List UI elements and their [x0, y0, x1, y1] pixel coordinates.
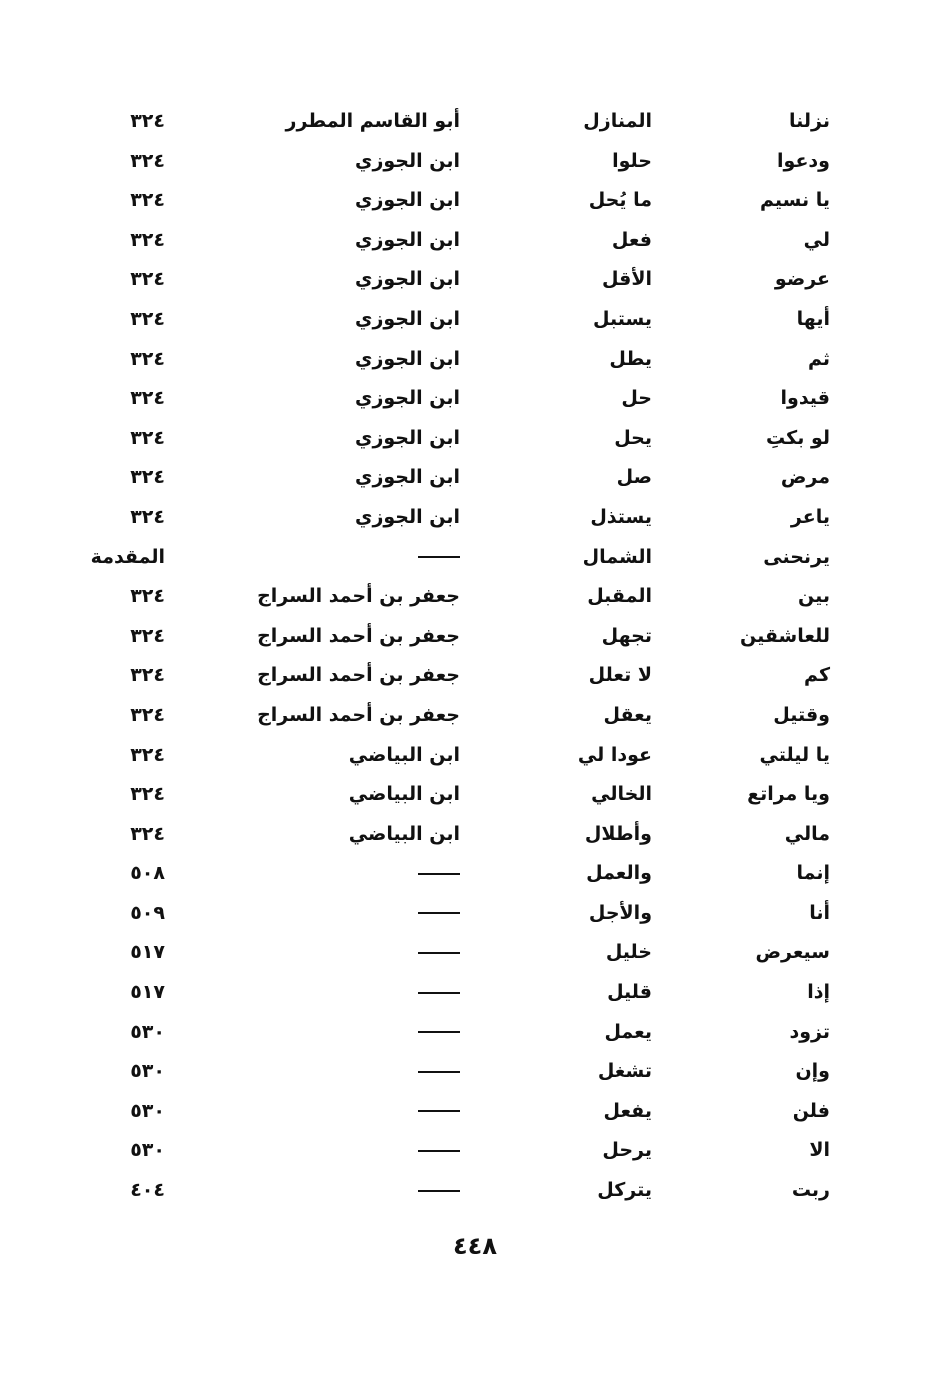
verse-first-word: قيدوا [780, 387, 830, 410]
verse-rhyme-word: صل [616, 466, 652, 489]
table-row [0, 894, 950, 934]
verse-index-table [0, 102, 950, 1211]
page-reference: ٣٢٤ [130, 585, 165, 608]
table-row [0, 260, 950, 300]
poet-name: ابن الجوزي [355, 466, 460, 489]
poet-name: ابن البياضي [348, 743, 460, 766]
table-row [0, 181, 950, 221]
page-reference: ٤٠٤ [130, 1179, 165, 1202]
poet-name: ابن الجوزي [355, 149, 460, 172]
verse-rhyme-word: يرحل [602, 1139, 652, 1162]
table-row [0, 340, 950, 380]
verse-rhyme-word: يعمل [604, 1020, 652, 1043]
empty-poet-dash [418, 1150, 460, 1152]
page-reference: المقدمة [90, 545, 165, 568]
empty-poet-dash [418, 952, 460, 954]
empty-poet-dash [418, 1110, 460, 1112]
page-reference: ٣٢٤ [130, 426, 165, 449]
poet-name: ابن الجوزي [355, 189, 460, 212]
table-row [0, 102, 950, 142]
verse-first-word: يا نسيم [759, 189, 830, 212]
page-reference: ٣٢٤ [130, 624, 165, 647]
page-reference: ٣٢٤ [130, 664, 165, 687]
table-row [0, 498, 950, 538]
empty-poet-dash [418, 992, 460, 994]
verse-first-word: ثم [807, 347, 830, 370]
poet-name: جعفر بن أحمد السراج [257, 703, 460, 726]
page-reference: ٥٣٠ [130, 1099, 165, 1122]
poet-name [418, 854, 460, 894]
page-reference: ٥٣٠ [130, 1139, 165, 1162]
empty-poet-dash [418, 556, 460, 558]
page-number: ٤٤٨ [453, 1232, 497, 1260]
verse-first-word: ودعوا [777, 149, 830, 172]
empty-poet-dash [418, 1071, 460, 1073]
verse-first-word: مرض [780, 466, 830, 489]
verse-first-word: إنما [796, 862, 830, 885]
poet-name: أبو القاسم المطرر [285, 110, 460, 132]
page-reference: ٣٢٤ [130, 466, 165, 489]
verse-rhyme-word: يفعل [603, 1099, 652, 1122]
poet-name [418, 538, 460, 578]
poet-name: ابن البياضي [348, 822, 460, 845]
poet-name: جعفر بن أحمد السراج [257, 585, 460, 608]
verse-first-word: تزود [789, 1020, 830, 1043]
page-reference: ٣٢٤ [130, 387, 165, 410]
verse-first-word: فلن [792, 1099, 830, 1122]
table-row [0, 775, 950, 815]
verse-first-word: ويا مراتع [747, 783, 830, 806]
page-reference: ٥١٧ [130, 981, 165, 1004]
poet-name: جعفر بن أحمد السراج [257, 624, 460, 647]
poet-name [418, 973, 460, 1013]
poet-name [418, 933, 460, 973]
verse-first-word: يا ليلتي [759, 743, 830, 766]
table-row [0, 854, 950, 894]
page-reference: ٥٣٠ [130, 1020, 165, 1043]
empty-poet-dash [418, 912, 460, 914]
verse-rhyme-word: يحل [614, 426, 652, 449]
empty-poet-dash [418, 873, 460, 875]
verse-rhyme-word: وأطلال [584, 822, 652, 845]
poet-name [418, 894, 460, 934]
poet-name: ابن البياضي [348, 783, 460, 806]
verse-rhyme-word: الأقل [601, 268, 652, 291]
verse-rhyme-word: والأجل [588, 901, 652, 924]
page-reference: ٣٢٤ [130, 110, 165, 132]
poet-name: ابن الجوزي [355, 426, 460, 449]
verse-rhyme-word: الشمال [582, 545, 652, 568]
verse-first-word: ياعر [790, 505, 830, 528]
poet-name: جعفر بن أحمد السراج [257, 664, 460, 687]
verse-rhyme-word: ما يُحل [588, 189, 652, 212]
poet-name [418, 1171, 460, 1211]
table-row [0, 577, 950, 617]
page-reference: ٣٢٤ [130, 228, 165, 251]
table-row [0, 1171, 950, 1211]
verse-rhyme-word: المنازل [583, 110, 652, 132]
verse-rhyme-word: يستذل [590, 505, 652, 528]
table-row [0, 736, 950, 776]
table-row [0, 458, 950, 498]
verse-first-word: بين [798, 585, 830, 608]
table-row [0, 696, 950, 736]
poet-name: ابن الجوزي [355, 387, 460, 410]
verse-first-word: وإن [795, 1060, 830, 1083]
table-row [0, 221, 950, 261]
verse-first-word: إذا [807, 981, 830, 1004]
verse-first-word: مالي [784, 822, 830, 845]
table-row [0, 1092, 950, 1132]
verse-first-word: وقتيل [773, 703, 830, 726]
verse-first-word: لي [803, 228, 830, 251]
page-reference: ٣٢٤ [130, 703, 165, 726]
verse-rhyme-word: يستبل [593, 307, 652, 330]
verse-first-word: نزلنا [789, 110, 830, 132]
empty-poet-dash [418, 1031, 460, 1033]
table-row [0, 656, 950, 696]
page-reference: ٣٢٤ [130, 347, 165, 370]
table-row [0, 933, 950, 973]
page-reference: ٣٢٤ [130, 505, 165, 528]
table-row [0, 1052, 950, 1092]
verse-first-word: لو بكتِ [766, 426, 830, 449]
poet-name [418, 1013, 460, 1053]
poet-name: ابن الجوزي [355, 347, 460, 370]
verse-rhyme-word: عودا لي [577, 743, 652, 766]
verse-rhyme-word: يتركل [597, 1179, 652, 1202]
table-row [0, 142, 950, 182]
poet-name [418, 1052, 460, 1092]
page-reference: ٥٣٠ [130, 1060, 165, 1083]
verse-first-word: ربت [791, 1179, 830, 1202]
page-reference: ٣٢٤ [130, 268, 165, 291]
table-row [0, 300, 950, 340]
table-row [0, 973, 950, 1013]
verse-first-word: سيعرض [755, 941, 830, 964]
page-reference: ٥١٧ [130, 941, 165, 964]
table-row [0, 1013, 950, 1053]
page-reference: ٥٠٩ [130, 901, 165, 924]
poet-name: ابن الجوزي [355, 505, 460, 528]
verse-rhyme-word: حلوا [612, 149, 652, 172]
page-reference: ٣٢٤ [130, 149, 165, 172]
table-row [0, 419, 950, 459]
table-row [0, 617, 950, 657]
verse-rhyme-word: والعمل [586, 862, 652, 885]
verse-rhyme-word: تشغل [597, 1060, 652, 1083]
verse-rhyme-word: يعقل [603, 703, 652, 726]
poet-name [418, 1092, 460, 1132]
verse-rhyme-word: قليل [607, 981, 652, 1004]
poet-name: ابن الجوزي [355, 228, 460, 251]
table-row [0, 1131, 950, 1171]
table-row [0, 815, 950, 855]
poet-name: ابن الجوزي [355, 268, 460, 291]
verse-rhyme-word: حل [621, 387, 652, 410]
verse-rhyme-word: الخالي [591, 783, 652, 806]
table-row [0, 379, 950, 419]
verse-first-word: يرنحنى [763, 545, 830, 568]
page-reference: ٣٢٤ [130, 743, 165, 766]
empty-poet-dash [418, 1190, 460, 1192]
verse-first-word: للعاشقين [740, 624, 830, 647]
verse-rhyme-word: المقبل [587, 585, 652, 608]
verse-rhyme-word: خليل [605, 941, 652, 964]
verse-rhyme-word: لا تعلل [588, 664, 652, 687]
verse-first-word: عرضو [774, 268, 830, 291]
table-row [0, 538, 950, 578]
page-reference: ٣٢٤ [130, 783, 165, 806]
verse-rhyme-word: فعل [611, 228, 652, 251]
page-reference: ٣٢٤ [130, 307, 165, 330]
verse-first-word: الا [809, 1139, 830, 1162]
verse-rhyme-word: تجهل [601, 624, 652, 647]
poet-name: ابن الجوزي [355, 307, 460, 330]
page-reference: ٣٢٤ [130, 822, 165, 845]
page-reference: ٣٢٤ [130, 189, 165, 212]
page-reference: ٥٠٨ [130, 862, 165, 885]
verse-rhyme-word: يطل [609, 347, 652, 370]
verse-first-word: أنا [809, 901, 830, 924]
poet-name [418, 1131, 460, 1171]
verse-first-word: كم [804, 664, 830, 687]
verse-first-word: أيها [796, 307, 830, 330]
